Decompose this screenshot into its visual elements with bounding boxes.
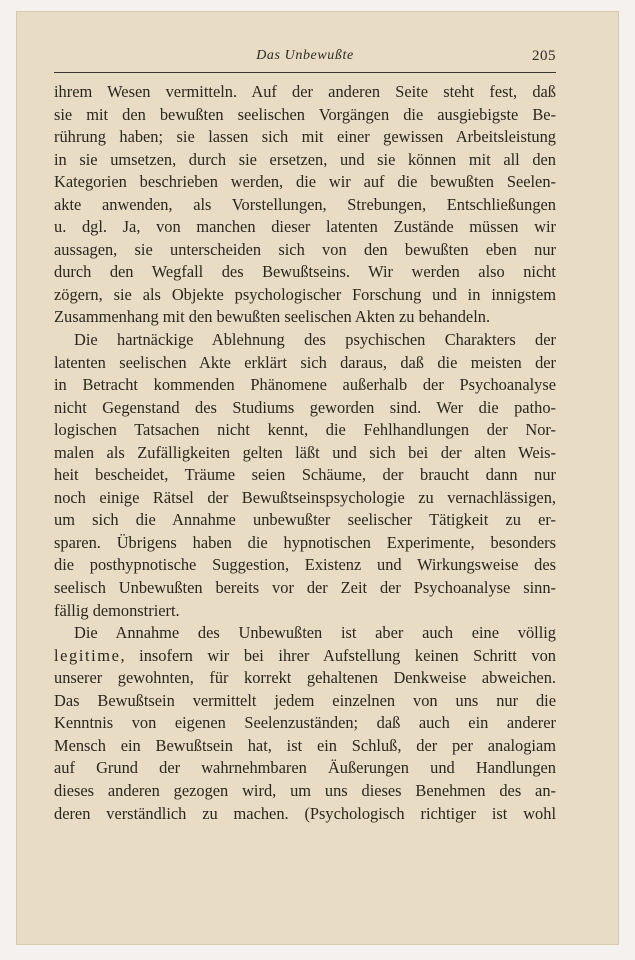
text-line: seelisch Unbewußten bereits vor der Zeit der Psychoanalyse sinn-: [54, 578, 556, 598]
text-line: auf Grund der wahrnehmbaren Äußerungen und Handlungen: [54, 758, 556, 778]
text-line: unserer gewohnten, für korrekt gehaltenen Denkweise abweichen.: [54, 668, 556, 688]
text-line: Zusammenhang mit den bewußten seelischen Akten zu behandeln.: [54, 307, 491, 327]
text-line: Die Annahme des Unbewußten ist aber auch eine völlig: [74, 623, 556, 643]
text-line: nicht Gegenstand des Studiums geworden sind. Wer die patho-: [54, 397, 556, 417]
text-line: die posthypnotische Suggestion, Existenz und Wirkungsweise des: [54, 555, 556, 575]
running-title: Das Unbewußte: [256, 48, 354, 63]
page-number: 205: [532, 48, 556, 64]
text-line: logischen Tatsachen nicht kennt, die Fehlhandlungen der Nor-: [54, 420, 556, 440]
text-line: Kenntnis von eigenen Seelenzuständen; daß auch ein anderer: [54, 713, 556, 733]
text-line: Das Bewußtsein vermittelt jedem einzelnen von uns nur die: [54, 690, 556, 710]
text-line: fällig demonstriert.: [54, 600, 180, 620]
text-line: Kategorien beschrieben werden, die wir auf die bewußten Seelen-: [54, 172, 556, 192]
text-line: deren verständlich zu machen. (Psychologisch richtiger ist wohl: [54, 803, 556, 823]
text-line: zögern, sie als Objekte psychologischer Forschung und in innigstem: [54, 284, 556, 304]
text-line: Die hartnäckige Ablehnung des psychischen Charakters der: [74, 330, 556, 350]
text-line: heit bescheidet, Träume seien Schäume, der braucht dann nur: [54, 465, 556, 485]
text-line: aussagen, sie unterscheiden sich von den bewußten eben nur: [54, 239, 556, 259]
book-page: [16, 11, 619, 945]
text-line: durch den Wegfall des Bewußtseins. Wir werden also nicht: [54, 262, 556, 282]
text-line: dieses anderen gezogen wird, um uns dieses Benehmen des an-: [54, 780, 556, 800]
text-line: akte anwenden, als Vorstellungen, Strebungen, Entschließungen: [54, 194, 556, 214]
spaced-word: legitime: [54, 645, 121, 665]
text-line: u. dgl. Ja, von manchen dieser latenten Zustände müssen wir: [54, 217, 556, 237]
text-line: rührung haben; sie lassen sich mit einer gewissen Arbeitsleistung: [54, 127, 556, 147]
text-line: in sie umsetzen, durch sie ersetzen, und sie können mit all den: [54, 149, 556, 169]
text-line-spaced: [54, 645, 556, 668]
body-text: [54, 81, 556, 825]
text-line: sie mit den bewußten seelischen Vorgängen die ausgiebigste Be-: [54, 104, 556, 124]
text-line: sparen. Übrigens haben die hypnotischen Experimente, besonders: [54, 532, 556, 552]
text-line: Mensch ein Bewußtsein hat, ist ein Schluß, der per analogiam: [54, 735, 556, 755]
text-line-rest: , insofern wir bei ihrer Aufstellung keinen Schritt von: [120, 645, 556, 665]
text-line: malen als Zufälligkeiten gelten läßt und sich bei der alten Weis-: [54, 442, 556, 462]
header-rule: [54, 72, 556, 73]
text-line: in Betracht kommenden Phänomene außerhalb der Psychoanalyse: [54, 375, 556, 395]
text-line: latenten seelischen Akte erklärt sich daraus, daß die meisten der: [54, 352, 556, 372]
text-line: um sich die Annahme unbewußter seelischer Tätigkeit zu er-: [54, 510, 556, 530]
running-header: [54, 48, 556, 70]
text-line: ihrem Wesen vermitteln. Auf der anderen Seite steht fest, daß: [54, 82, 556, 101]
text-line: noch einige Rätsel der Bewußtseinspsychologie zu vernachlässigen,: [54, 487, 556, 507]
